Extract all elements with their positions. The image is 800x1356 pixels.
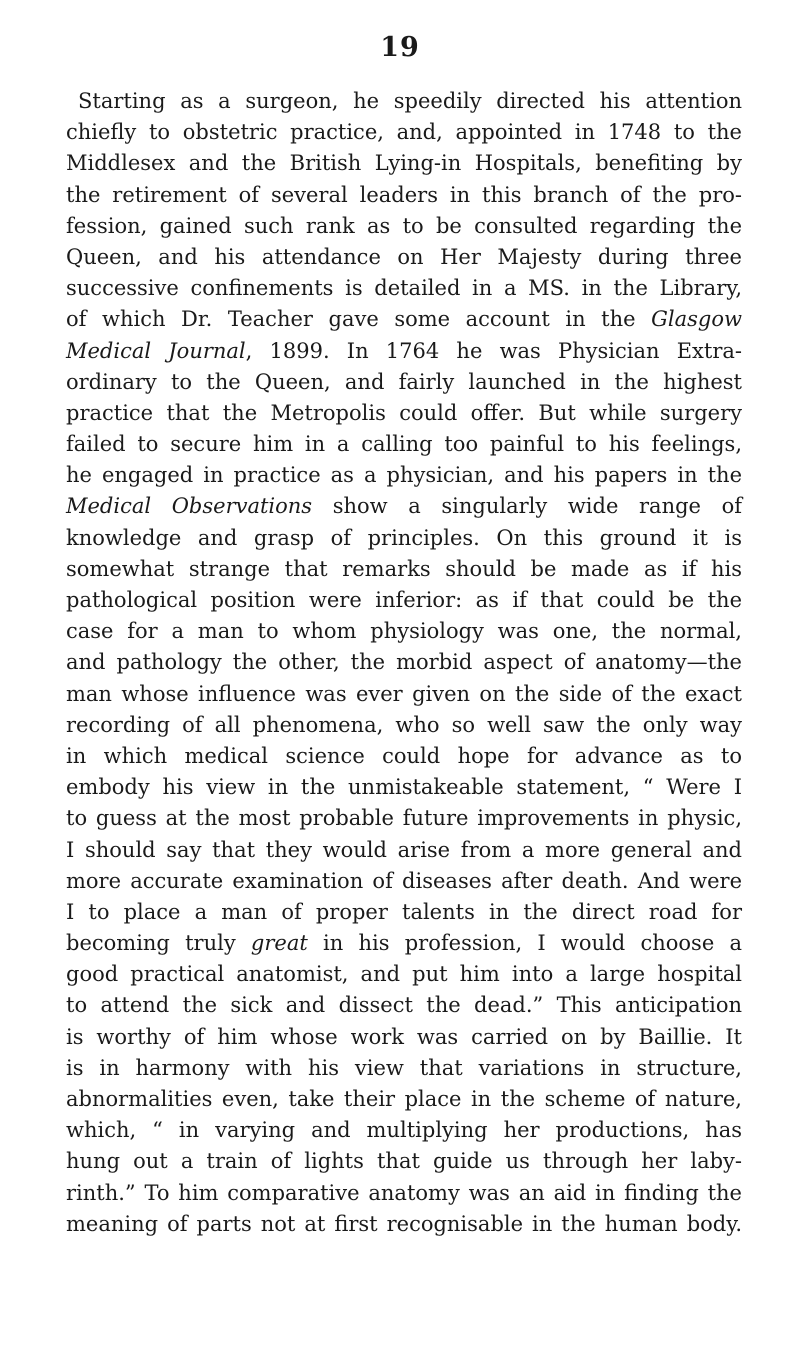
text-line: which, “ in varying and multiplying her productions, has [66, 1118, 742, 1143]
text-line: case for a man to whom physiology was one, the normal, [66, 619, 742, 644]
text-line: fession, gained such rank as to be consulted regarding the [66, 213, 742, 238]
page-number: 19 [380, 32, 420, 63]
text-line: in which medical science could hope for advance as to [66, 743, 742, 768]
text-line: the retirement of several leaders in this branch of the pro- [66, 182, 742, 207]
emphasis-italic: great [250, 931, 308, 956]
text-line: more accurate examination of diseases after death. And were [66, 868, 742, 893]
text-line: of which Dr. Teacher gave some account in the Glasgow [66, 307, 742, 332]
text-line: Medical Observations show a singularly wide range of [66, 494, 742, 519]
text-line: becoming truly great in his profession, I would choose a [66, 931, 742, 956]
text-line: is in harmony with his view that variations in structure, [66, 1055, 742, 1080]
text-line: practice that the Metropolis could offer. But while surgery [66, 400, 742, 425]
text-line: pathological position were inferior: as if that could be the [66, 588, 742, 612]
text-line: recording of all phenomena, who so well saw the only way [66, 712, 742, 737]
text-line: to guess at the most probable future improvements in physic, [66, 806, 742, 831]
body-text [66, 86, 742, 1240]
text-line: ordinary to the Queen, and fairly launched in the highest [66, 369, 742, 394]
journal-title-italic: Medical Journal [66, 338, 246, 363]
text-line: successive confinements is detailed in a MS. in the Library, [66, 276, 742, 301]
text-line: somewhat strange that remarks should be made as if his [66, 556, 742, 581]
text-line: hung out a train of lights that guide us through her laby- [66, 1149, 742, 1174]
text-line: Middlesex and the British Lying-in Hospitals, benefiting by [66, 151, 742, 176]
text-line: knowledge and grasp of principles. On this ground it is [66, 525, 742, 550]
journal-title-italic: Glasgow [651, 307, 742, 332]
text-line: to attend the sick and dissect the dead.” This anticipation [66, 993, 742, 1018]
text-line: Medical Journal, 1899. In 1764 he was Physician Extra- [66, 338, 742, 363]
text-line: I should say that they would arise from a more general and [66, 837, 742, 862]
text-line: is worthy of him whose work was carried on by Baillie. It [66, 1024, 742, 1049]
text-line: embody his view in the unmistakeable statement, “ Were I [66, 775, 742, 800]
text-line: Starting as a surgeon, he speedily directed his attention [78, 89, 742, 113]
text-line: abnormalities even, take their place in the scheme of nature, [66, 1087, 742, 1111]
text-line: and pathology the other, the morbid aspect of anatomy—the [66, 650, 742, 675]
text-line: he engaged in practice as a physician, and his papers in the [66, 463, 742, 488]
text-line: meaning of parts not at first recognisable in the human body. [66, 1211, 742, 1236]
text-line: man whose influence was ever given on the side of the exact [66, 681, 742, 706]
book-title-italic: Medical Observations [66, 494, 313, 519]
text-line: failed to secure him in a calling too painful to his feelings, [66, 432, 742, 457]
text-line: chiefly to obstetric practice, and, appointed in 1748 to the [66, 120, 742, 145]
text-line: rinth.” To him comparative anatomy was an aid in finding the [66, 1180, 742, 1205]
text-line: good practical anatomist, and put him into a large hospital [66, 962, 742, 987]
text-line: I to place a man of proper talents in the direct road for [66, 899, 742, 924]
text-line: Queen, and his attendance on Her Majesty during three [66, 244, 742, 269]
